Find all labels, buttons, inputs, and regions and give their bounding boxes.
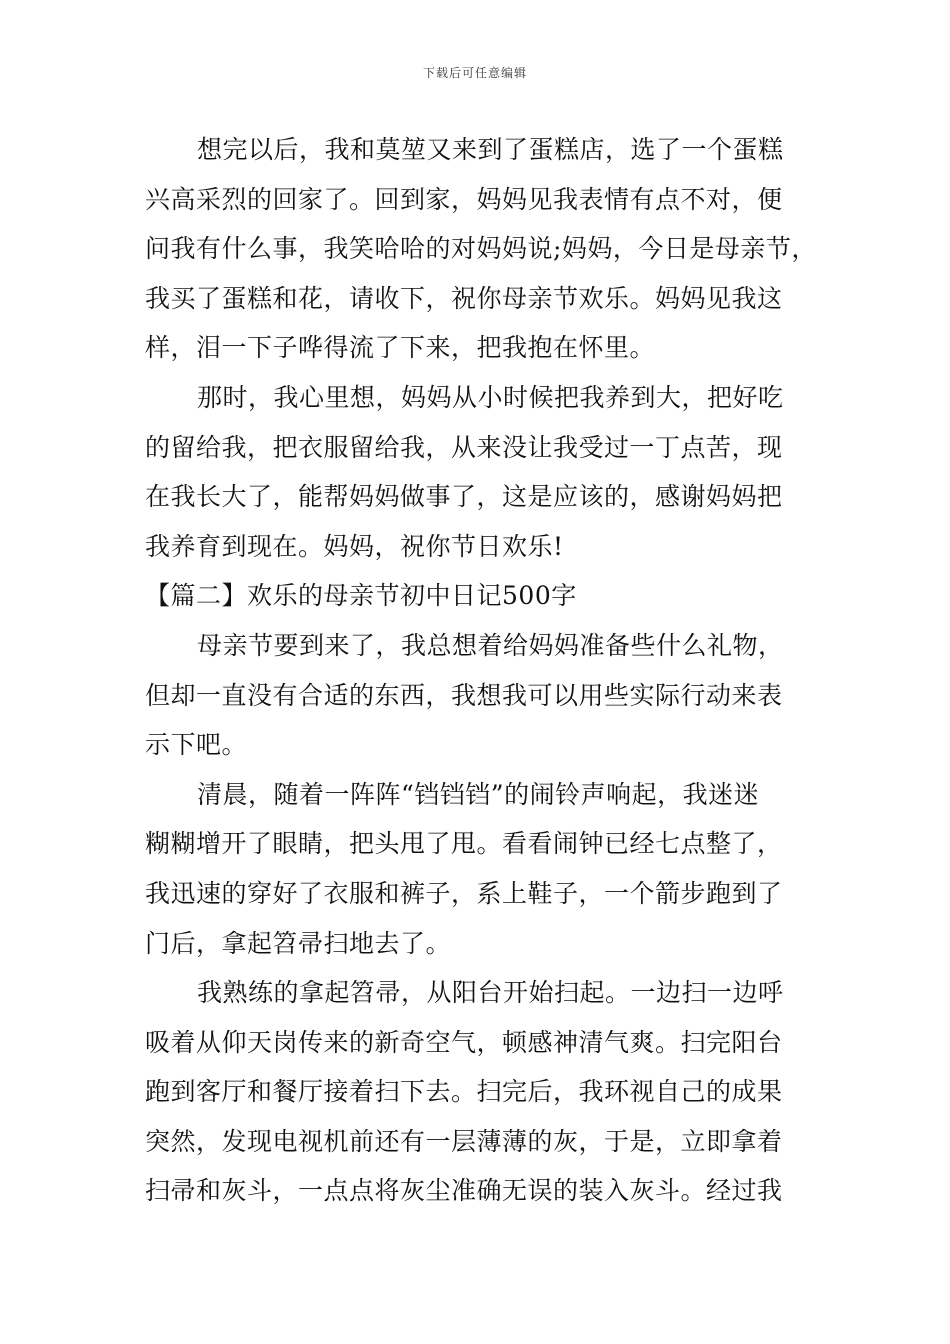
- text-line: 突然，发现电视机前还有一层薄薄的灰，于是，立即拿着: [145, 1126, 783, 1156]
- text-line: 清晨，随着一阵阵“铛铛铛”的闹铃声响起，我迷迷: [197, 779, 760, 809]
- text-line: 糊糊增开了眼睛，把头甩了甩。看看闹钟已经七点整了，: [145, 829, 783, 859]
- text-line: 样，泪一下子哗得流了下来，把我抱在怀里。: [145, 333, 656, 363]
- text-line: 问我有什么事，我笑哈哈的对妈妈说;妈妈，今日是母亲节，: [145, 234, 817, 264]
- text-line: 我养育到现在。妈妈，祝你节日欢乐!: [145, 531, 564, 561]
- text-line: 但却一直没有合适的东西，我想我可以用些实际行动来表: [145, 680, 783, 710]
- text-line: 想完以后，我和莫堃又来到了蛋糕店，选了一个蛋糕: [197, 135, 784, 164]
- text-line: 门后，拿起笤帚扫地去了。: [145, 928, 452, 958]
- text-line: 在我长大了，能帮妈妈做事了，这是应该的，感谢妈妈把: [145, 482, 783, 512]
- page-header: 下载后可任意编辑: [422, 66, 527, 80]
- text-line: 兴高采烈的回家了。回到家，妈妈见我表情有点不对，便: [145, 184, 783, 214]
- text-line: 示下吧。: [145, 730, 248, 760]
- section-heading: 【篇二】欢乐的母亲节初中日记500字: [145, 581, 577, 611]
- text-line: 那时，我心里想，妈妈从小时候把我养到大，把好吃: [197, 382, 784, 412]
- text-line: 的留给我，把衣服留给我，从来没让我受过一丁点苦，现: [145, 432, 783, 462]
- document-body: [145, 125, 825, 1216]
- text-line: 吸着从仰天岗传来的新奇空气，顿感神清气爽。扫完阳台: [145, 1027, 783, 1057]
- text-line: 我买了蛋糕和花，请收下，祝你母亲节欢乐。妈妈见我这: [145, 283, 783, 313]
- text-line: 母亲节要到来了，我总想着给妈妈准备些什么礼物，: [197, 630, 784, 660]
- text-line: 扫帚和灰斗，一点点将灰尘准确无误的装入灰斗。经过我: [145, 1176, 783, 1206]
- text-line: 我迅速的穿好了衣服和裤子，系上鞋子，一个箭步跑到了: [145, 878, 783, 908]
- text-line: 跑到客厅和餐厅接着扫下去。扫完后，我环视自己的成果: [145, 1077, 783, 1107]
- text-line: 我熟练的拿起笤帚，从阳台开始扫起。一边扫一边呼: [197, 978, 784, 1008]
